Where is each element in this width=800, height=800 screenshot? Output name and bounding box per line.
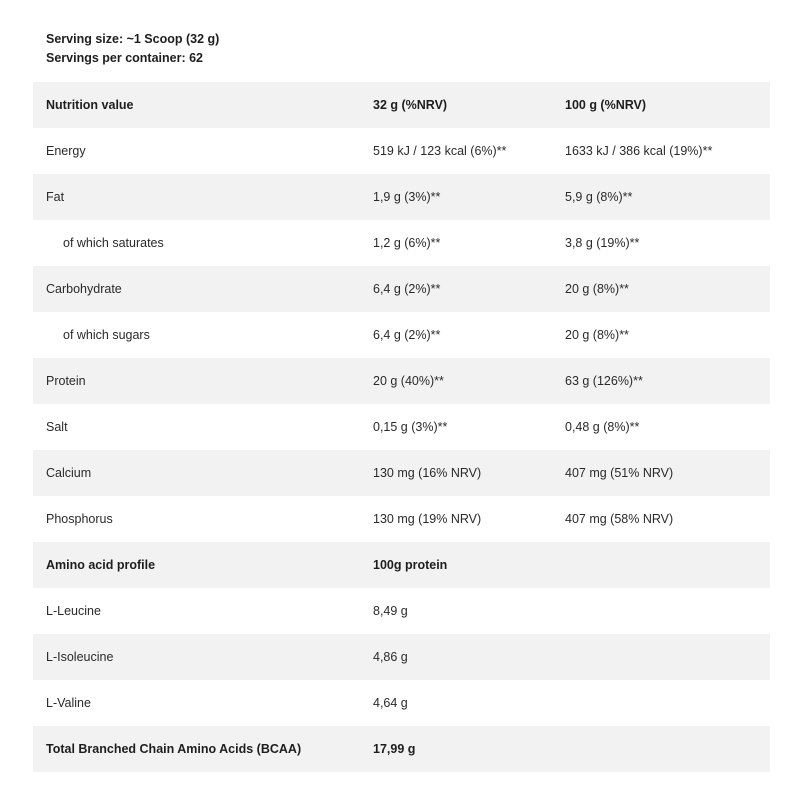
value-per-100g-cell: 20 g (8%)** bbox=[565, 312, 770, 358]
value-per-serving-cell: 17,99 g bbox=[373, 726, 565, 772]
nutrient-name-cell: Carbohydrate bbox=[33, 266, 373, 312]
table-row bbox=[33, 496, 770, 542]
nutrient-name-cell: Energy bbox=[33, 128, 373, 174]
value-per-serving-cell: 6,4 g (2%)** bbox=[373, 266, 565, 312]
table-row bbox=[33, 634, 770, 680]
value-per-serving-cell: 100g protein bbox=[373, 542, 565, 588]
value-per-100g-cell: 5,9 g (8%)** bbox=[565, 174, 770, 220]
value-per-serving-cell: 4,86 g bbox=[373, 634, 565, 680]
nutrient-name-cell: Amino acid profile bbox=[33, 542, 373, 588]
table-row bbox=[33, 220, 770, 266]
nutrient-name-cell: Phosphorus bbox=[33, 496, 373, 542]
value-per-100g-cell: 1633 kJ / 386 kcal (19%)** bbox=[565, 128, 770, 174]
value-per-100g-cell: 407 mg (51% NRV) bbox=[565, 450, 770, 496]
nutrient-name-cell: L-Leucine bbox=[33, 588, 373, 634]
table-header-row bbox=[33, 82, 770, 128]
nutrient-name-cell: Calcium bbox=[33, 450, 373, 496]
value-per-serving-cell: 20 g (40%)** bbox=[373, 358, 565, 404]
serving-size: Serving size: ~1 Scoop (32 g) bbox=[46, 32, 220, 46]
value-per-serving-cell: 1,2 g (6%)** bbox=[373, 220, 565, 266]
value-per-serving-cell: 130 mg (16% NRV) bbox=[373, 450, 565, 496]
table-header-row bbox=[33, 726, 770, 772]
value-per-serving-cell: 519 kJ / 123 kcal (6%)** bbox=[373, 128, 565, 174]
nutrient-name-cell: Nutrition value bbox=[33, 82, 373, 128]
value-per-serving-cell: 8,49 g bbox=[373, 588, 565, 634]
value-per-100g-cell: 3,8 g (19%)** bbox=[565, 220, 770, 266]
value-per-100g-cell bbox=[565, 588, 770, 634]
nutrition-table bbox=[33, 82, 770, 772]
table-row bbox=[33, 450, 770, 496]
value-per-100g-cell bbox=[565, 680, 770, 726]
nutrient-name-cell: Protein bbox=[33, 358, 373, 404]
table-row bbox=[33, 312, 770, 358]
nutrient-name-cell: Total Branched Chain Amino Acids (BCAA) bbox=[33, 726, 373, 772]
table-header-row bbox=[33, 542, 770, 588]
value-per-100g-cell: 63 g (126%)** bbox=[565, 358, 770, 404]
value-per-serving-cell: 32 g (%NRV) bbox=[373, 82, 565, 128]
nutrient-name-cell: L-Isoleucine bbox=[33, 634, 373, 680]
table-row bbox=[33, 358, 770, 404]
nutrient-name-cell: of which saturates bbox=[33, 220, 373, 266]
table-row bbox=[33, 404, 770, 450]
value-per-serving-cell: 1,9 g (3%)** bbox=[373, 174, 565, 220]
value-per-serving-cell: 4,64 g bbox=[373, 680, 565, 726]
value-per-serving-cell: 130 mg (19% NRV) bbox=[373, 496, 565, 542]
value-per-100g-cell: 407 mg (58% NRV) bbox=[565, 496, 770, 542]
nutrient-name-cell: Fat bbox=[33, 174, 373, 220]
nutrition-table-body bbox=[33, 82, 770, 772]
serving-info bbox=[46, 30, 219, 68]
nutrient-name-cell: of which sugars bbox=[33, 312, 373, 358]
table-row bbox=[33, 174, 770, 220]
table-row bbox=[33, 680, 770, 726]
table-row bbox=[33, 588, 770, 634]
value-per-100g-cell: 20 g (8%)** bbox=[565, 266, 770, 312]
value-per-100g-cell bbox=[565, 726, 770, 772]
value-per-100g-cell: 0,48 g (8%)** bbox=[565, 404, 770, 450]
nutrient-name-cell: L-Valine bbox=[33, 680, 373, 726]
table-row bbox=[33, 128, 770, 174]
value-per-serving-cell: 0,15 g (3%)** bbox=[373, 404, 565, 450]
table-row bbox=[33, 266, 770, 312]
nutrient-name-cell: Salt bbox=[33, 404, 373, 450]
value-per-serving-cell: 6,4 g (2%)** bbox=[373, 312, 565, 358]
value-per-100g-cell: 100 g (%NRV) bbox=[565, 82, 770, 128]
servings-per-container: Servings per container: 62 bbox=[46, 51, 204, 65]
value-per-100g-cell bbox=[565, 542, 770, 588]
value-per-100g-cell bbox=[565, 634, 770, 680]
